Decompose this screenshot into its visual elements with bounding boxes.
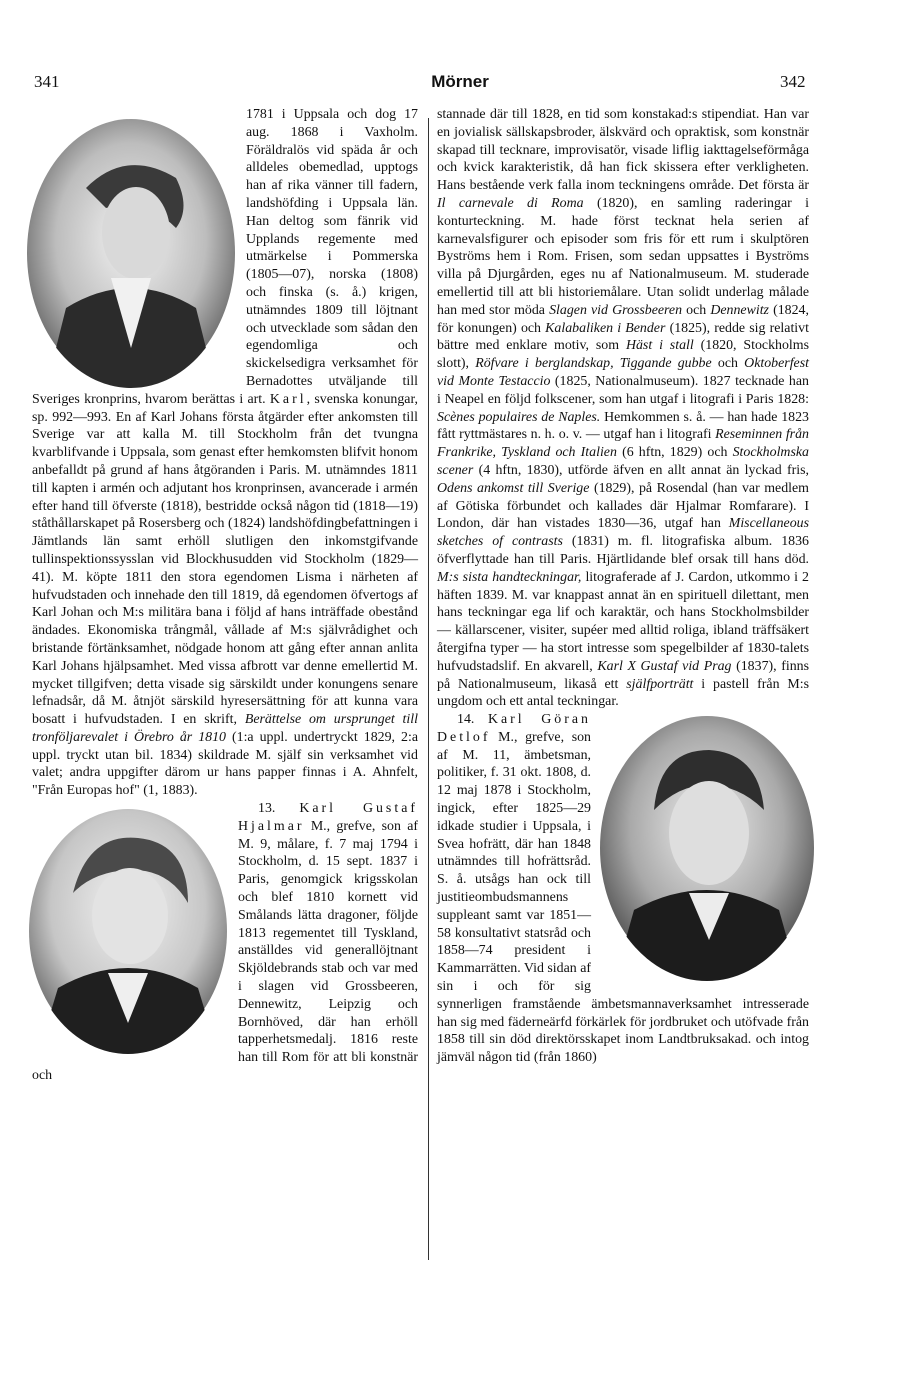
portrait-engraving-karl-johan-era [26, 118, 236, 388]
running-head: Mörner [431, 72, 489, 91]
article-14-paragraph: 14. Karl Göran Detlof M., grefve, son af M. 11, ämbetsman, politiker, f. 31 okt. 1808, d. 12 maj 1878 i Stockholm, ingick, efter 1825—29 idkade studier i Uppsala, i Svea hofrätt, där han 1848 utnämndes till hofrättsråd. S. å. utsågs han ock till justitieombudsmannens suppleant samt var 1851—58 konsultativt statsråd och 1858—74 president i Kammarrätten. Vid sidan af sin i och för sig synnerligen framstående ämbetsmannaverksamhet intresserade han sig med fäderneärfd förkärlek för jordbruket och utöfvade från 1858 till sin död direktörsskapet inom Landtbruksakad. och intog jämväl någon tid (från 1860) [437, 711, 809, 1067]
left-column [32, 106, 418, 1085]
article-12-paragraph: 1781 i Uppsala och dog 17 aug. 1868 i Vaxholm. Föräldralös vid späda år och alldeles obemedlad, upptogs han af rika vänner till fadern, landshöfding i Uppsala län. Han deltog som fänrik vid Upplands regemente med utmärkelse i Pommerska (1805—07), norska (1808) och finska (s. å.) krigen, utnämndes 1809 till löjtnant och utvecklade som sådan den egendomliga och skickelsedigra verksamhet för Bernadottes utväljande till Sveriges kronprins, hvarom berättas i art. Karl, svenska konungar, sp. 992—993. En af Karl Johans första åtgärder efter ankomsten till Sverige var att kalla M. till Stockholm från det tvungna kvarblifvande i Uppsala, som genast efter hemkomsten blifvit honom anbefalldt på grund af hans åtgöranden i Paris. M. utnämndes 1811 till kapten i armén och adjutant hos kronprinsen, avancerade i armén efter hand till öfverste (1818), bestridde också någon tid (1818—19) ståthållarskapet på Rosersberg och (1824) landshöfdingbefattningen i Jämtlands län samt erhöll slutligen den inkomstgifvande tullinspektionssysslan vid Blockhusudden vid Stockholm (1829—41). M. köpte 1811 den stora egendomen Lisma i närheten af hufvudstaden och innehade den till 1819, då egendomen öfvertogs af Karl Johan och M:s militära bana i följd af hans inträffade obestånd ändades. Ekonomiska trångmål, vållade af M:s självrådighet och bristande förtänksamhet, nödgade honom att gång efter annan anlita Karl Johans hjälpsamhet. Med vissa afbrott var denne emellertid M. mycket tillgifven; detta visade sig särskildt under konungens senare lefnadsår, då M. åtnjöt särskild hyresersättning för att kunna vara bosatt i hufvudstaden. I en skrift, Berättelse om ursprunget till tronföljarevalet i Örebro år 1810 (1:a uppl. undertryckt 1829, 2:a uppl. tryckt utan bil. 1834) skildrade M. själf sin verksamhet vid valet; andra uppgifter därom ur hans papper finnas i A. Ahnfelt, "Från Europas hof" (1, 1883). [32, 106, 418, 800]
page-number-right: 342 [780, 72, 806, 91]
portrait-hjalmar-morner [28, 808, 228, 1054]
article-13-paragraph: 13. Karl Gustaf Hjalmar M., grefve, son af M. 9, målare, f. 7 maj 1794 i Stockholm, d. 15 sept. 1837 i Paris, genomgick krigsskolan och blef 1810 kornett vid Smålands lätta dragoner, följde 1813 regementet till Tyskland, anställdes vid generallöjtnant Skjöldebrands stab och var med i slagen vid Grossbeeren, Dennewitz, Leipzig och Bornhöved, där han erhöll tapperhetsmedalj. 1816 reste han till Rom för att bli konstnär och [32, 800, 418, 1085]
page-number-left: 341 [34, 72, 60, 91]
column-rule [428, 118, 429, 1260]
portrait-detlof-morner [599, 715, 815, 981]
right-column [437, 106, 809, 1067]
article-13-continuation: stannade där till 1828, en tid som konstakad:s stipendiat. Han var en jovialisk sällskapsbroder, älskvärd och opraktisk, som konstnär skapad till tecknare, improvisatör, visade liflig iakttagelseförmåga och kvick karakteristik, då han fick skissera efter verkligheten. Hans bestående verk falla inom teckningens område. Det första är Il carnevale di Roma (1820), en samling raderingar i konturteckning. M. hade först tecknat hela serien af karnevalsfigurer och episoder som fris för ett rum i skulptören Byströms hem i Rom. Frisen, som sedan uppsattes i Byströms villa på Djurgården, eges nu af Nationalmuseum. M. studerade emellertid till att bli historiemålare. Utan solidt underlag målade han med stor möda Slagen vid Grossbeeren och Dennewitz (1824, för konungen) och Kalabaliken i Bender (1825), redde sig relativt bättre med enklare motiv, som Häst i stall (1820, Stockholms slott), Röfvare i berglandskap, Tiggande gubbe och Oktoberfest vid Monte Testaccio (1825, Nationalmuseum). 1827 tecknade han i Neapel en följd folkscener, som han utgaf i litografi i Paris 1828: Scènes populaires de Naples. Hemkommen s. å. — han hade 1823 fått ryttmästares n. h. o. v. — utgaf han i litografi Reseminnen från Frankrike, Tyskland och Italien (6 hftn, 1829) och Stockholmska scener (4 hftn, 1830), utförde äfven en allt annat än lyckad fris, Odens ankomst till Sverige (1829), på Rosendal (han var medlem af Götiska förbundet och kallades där Hjalmar Romfarare). I London, där han vistades 1830—36, utgaf han Miscellaneous sketches of contrasts (1831) m. fl. litografiska album. 1836 öfverflyttade han till Paris. Hjärtlidande blef orsak till hans död. M:s sista handteckningar, litograferade af J. Cardon, utkommo i 2 häften 1839. M. var knappast annat än en spirituell dilettant, men hans teckningar ega lif och karaktär, och hans Stockholmsbilder — källarscener, visiter, supéer med alltid roliga, ibland träffsäkert återgifna typer — ha stort intresse som spegelbilder af 1830-talets hufvudstadslif. En akvarell, Karl X Gustaf vid Prag (1837), finns på Nationalmuseum, likaså ett själfporträtt i pastell från M:s ungdom och ett antal teckningar. [437, 107, 810, 710]
